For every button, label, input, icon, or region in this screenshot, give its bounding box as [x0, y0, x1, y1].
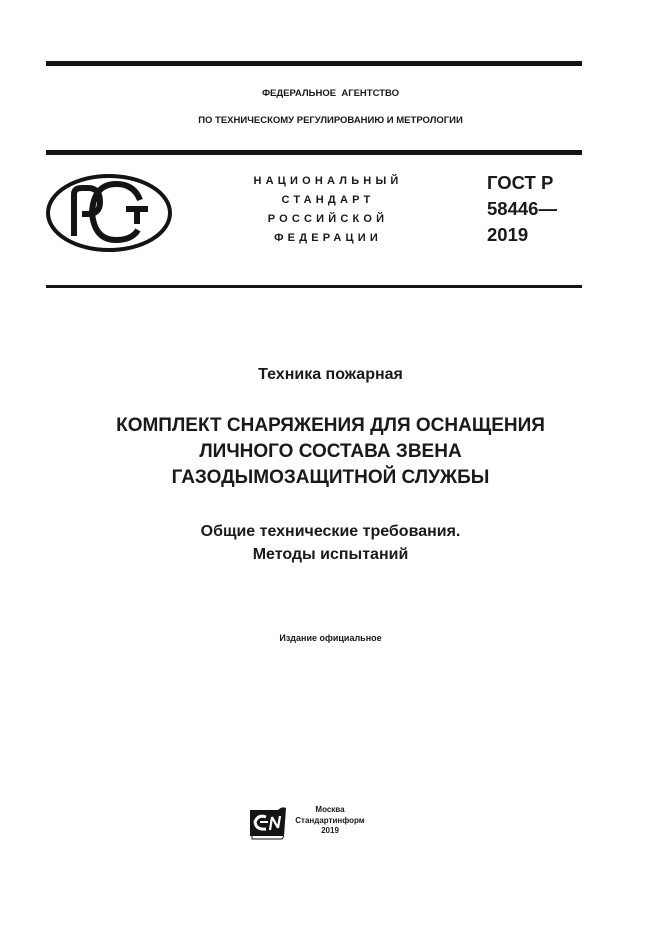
agency-line-2: ПО ТЕХНИЧЕСКОМУ РЕГУЛИРОВАНИЮ И МЕТРОЛОГИИ	[198, 115, 463, 126]
national-line: НАЦИОНАЛЬНЫЙ	[253, 175, 403, 187]
standard-designation	[487, 170, 557, 248]
national-standard-label	[228, 172, 428, 248]
designation-line: 58446—	[487, 198, 557, 219]
national-line: РОССИЙСКОЙ	[267, 213, 389, 225]
subtitle	[0, 520, 661, 566]
agency-line-1: ФЕДЕРАЛЬНОЕ АГЕНТСТВО	[261, 88, 400, 99]
publisher-city: Москва	[315, 805, 345, 814]
main-title-line: ЛИЧНОГО СОСТАВА ЗВЕНА	[199, 441, 462, 462]
main-title	[0, 413, 661, 491]
standartinform-logo-icon	[248, 806, 288, 840]
main-title-line: КОМПЛЕКТ СНАРЯЖЕНИЯ ДЛЯ ОСНАЩЕНИЯ	[116, 415, 545, 436]
designation-line: ГОСТ Р	[487, 172, 554, 193]
designation-line: 2019	[487, 224, 529, 245]
top-rule	[46, 61, 582, 66]
subtitle-line: Общие технические требования.	[200, 523, 461, 540]
edition-label: Издание официальное	[279, 633, 382, 643]
header-rule	[46, 150, 582, 155]
category-title: Техника пожарная	[258, 366, 403, 383]
subtitle-line: Методы испытаний	[252, 546, 409, 563]
publisher-name: Стандартинформ	[295, 815, 365, 825]
publisher-year: 2019	[321, 826, 339, 835]
standard-block-rule	[46, 285, 582, 288]
national-line: ФЕДЕРАЦИИ	[274, 232, 382, 244]
rst-logo-icon	[44, 172, 174, 254]
main-title-line: ГАЗОДЫМОЗАЩИТНОЙ СЛУЖБЫ	[171, 467, 490, 488]
national-line: СТАНДАРТ	[281, 194, 375, 206]
publisher-imprint	[292, 805, 368, 837]
